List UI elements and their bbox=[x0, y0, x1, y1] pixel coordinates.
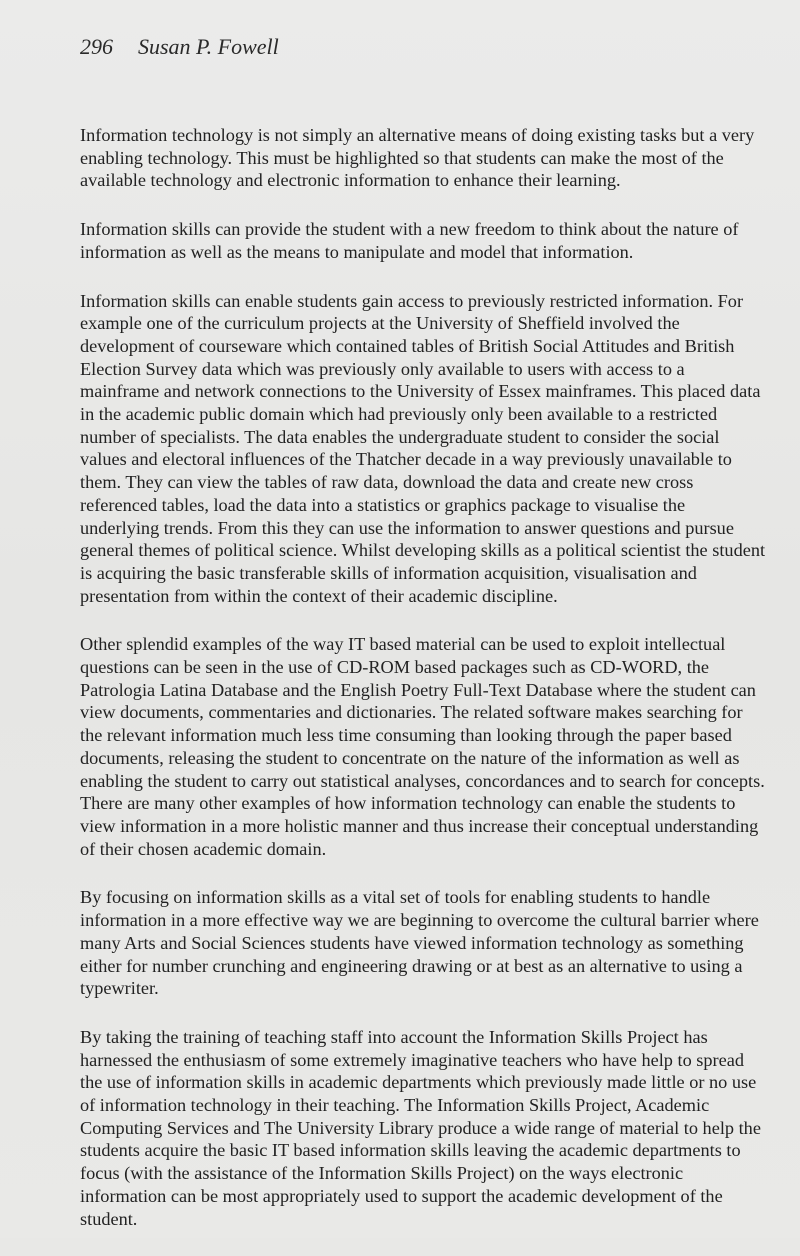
paragraph: By taking the training of teaching staff into account the Information Skills Project has harnessed the enthusiasm of some extremely imaginative teachers who have help to spread the use of information skills in academic departments which previously made little or no use of information technology in their teaching. The Information Skills Project, Academic Computing Services and The University Library produce a wide range of material to help the students acquire the basic IT based information skills leaving the academic departments to focus (with the assistance of the Information Skills Project) on the ways electronic information can be most appropriately used to support the academic development of the student. bbox=[80, 1026, 761, 1229]
paragraph: Information skills can provide the student with a new freedom to think about the nature of information as well as the means to manipulate and model that information. bbox=[80, 219, 739, 262]
page-number: 296 bbox=[80, 34, 113, 59]
paragraph: By focusing on information skills as a vital set of tools for enabling students to handle information in a more effective way we are beginning to overcome the cultural barrier where many Arts and Social Sciences students have viewed information technology as something either for number crunching and engineering drawing or at best as an alternative to using a typewriter. bbox=[80, 887, 759, 999]
paragraph: Information technology is not simply an alternative means of doing existing tasks but a very enabling technology. This must be highlighted so that students can make the most of the available technology and electronic information to enhance their learning. bbox=[80, 125, 755, 191]
running-head-author: Susan P. Fowell bbox=[138, 34, 279, 59]
paragraph: Other splendid examples of the way IT based material can be used to exploit intellectual questions can be seen in the use of CD-ROM based packages such as CD-WORD, the Patrologia Latina Database and the English Poetry Full-Text Database where the student can view documents, commentaries and dictionaries. The related software makes searching for the relevant information much less time consuming than looking through the paper based documents, releasing the student to concentrate on the nature of the information as well as enabling the student to carry out statistical analyses, concordances and to search for concepts. There are many other examples of how information technology can enable the students to view information in a more holistic manner and thus increase their conceptual understanding of their chosen academic domain. bbox=[80, 634, 765, 859]
body-text bbox=[80, 124, 766, 1256]
running-head bbox=[80, 34, 279, 60]
paragraph: Information skills can enable students gain access to previously restricted information. For example one of the curriculum projects at the University of Sheffield involved the development of courseware which contained tables of British Social Attitudes and British Election Survey data which was previously only available to users with access to a mainframe and network connections to the University of Essex mainframes. This placed data in the academic public domain which had previously only been available to a restricted number of specialists. The data enables the undergraduate student to consider the social values and electoral influences of the Thatcher decade in a way previously unavailable to them. They can view the tables of raw data, download the data and create new cross referenced tables, load the data into a statistics or graphics package to visualise the underlying trends. From this they can use the information to answer questions and pursue general themes of political science. Whilst developing skills as a political scientist the student is acquiring the basic transferable skills of information acquisition, visualisation and presentation from within the context of their academic discipline. bbox=[80, 290, 766, 606]
